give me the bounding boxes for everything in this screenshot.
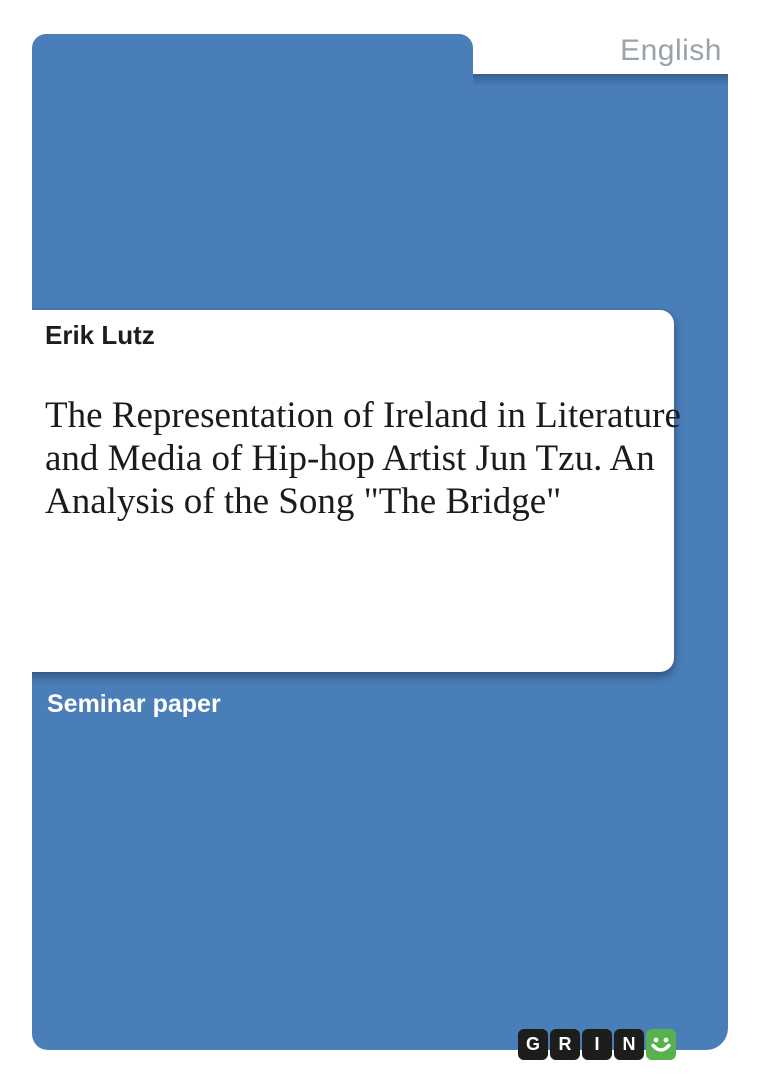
smiley-icon xyxy=(646,1029,676,1060)
paper-title xyxy=(45,394,681,523)
grin-logo-letter-i: I xyxy=(582,1029,612,1060)
language-label: English xyxy=(620,34,722,67)
cover-blue-panel xyxy=(32,74,728,1050)
grin-logo-letter-r: R xyxy=(550,1029,580,1060)
title-box xyxy=(32,310,681,672)
paper-title-line: and Media of Hip-hop Artist Jun Tzu. An xyxy=(45,438,655,479)
grin-logo-letter-g: G xyxy=(518,1029,548,1060)
paper-type-label: Seminar paper xyxy=(47,690,221,718)
paper-title-line: Analysis of the Song "The Bridge" xyxy=(45,481,562,522)
grin-logo-letter-n: N xyxy=(614,1029,644,1060)
notch-shadow xyxy=(473,74,728,86)
author-name: Erik Lutz xyxy=(45,320,155,350)
grin-logo xyxy=(518,1029,676,1060)
paper-title-line: The Representation of Ireland in Literature xyxy=(45,395,681,436)
